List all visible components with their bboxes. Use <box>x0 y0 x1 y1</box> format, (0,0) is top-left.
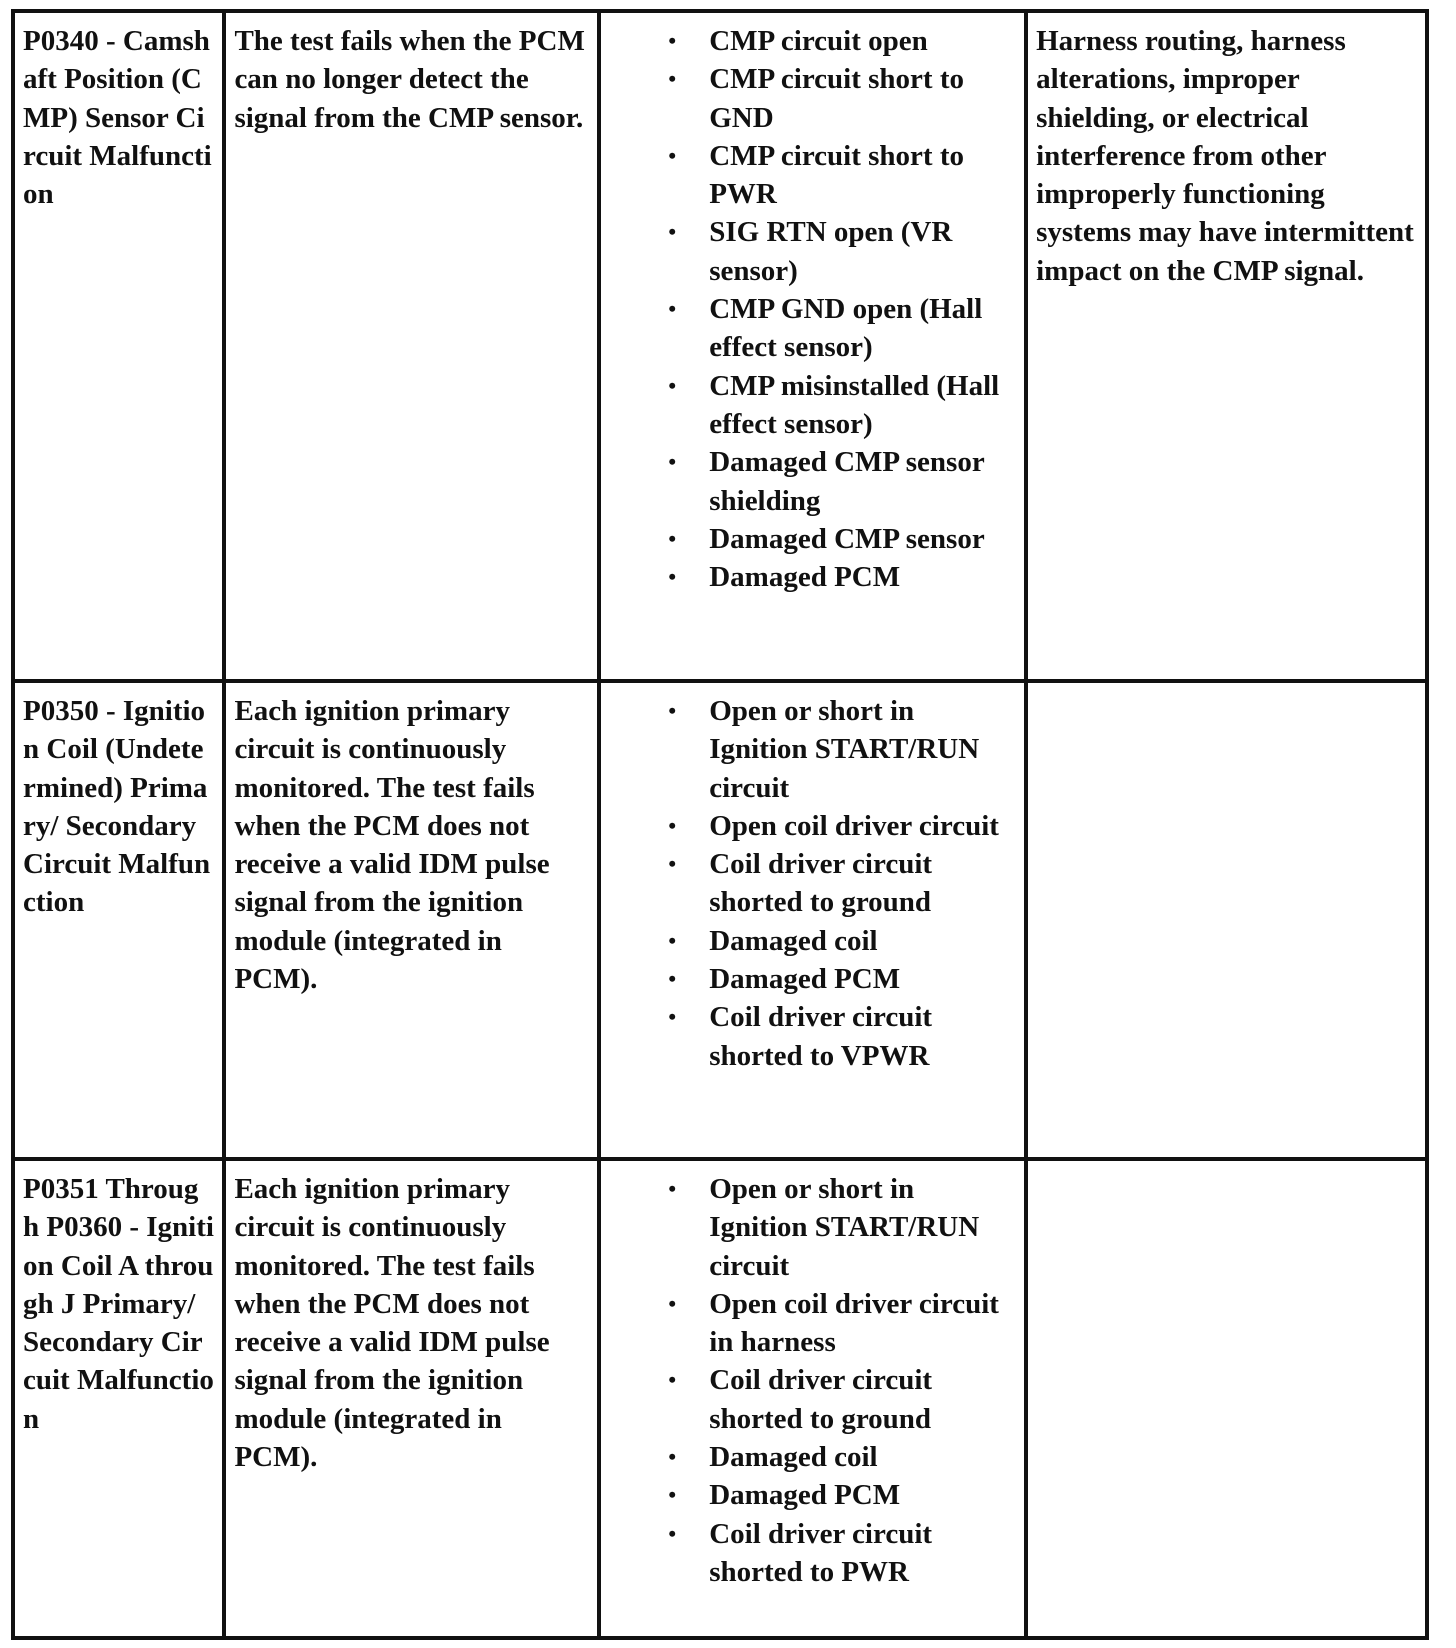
cause-text: Open coil driver circuit <box>709 809 999 842</box>
cause-item <box>662 1515 1016 1592</box>
cause-text: Damaged CMP sensor <box>709 522 985 555</box>
possible-causes-cell <box>599 681 1026 1159</box>
cause-item <box>662 60 1016 137</box>
cause-text: Damaged PCM <box>709 1479 901 1512</box>
bullet-icon: • <box>668 66 677 92</box>
possible-causes-cell <box>599 11 1026 681</box>
bullet-icon: • <box>668 1004 677 1030</box>
cause-item <box>662 1285 1016 1362</box>
causes-list <box>609 692 1016 1075</box>
cause-text: Damaged PCM <box>709 963 901 996</box>
cause-text: Open or short in Ignition START/RUN circuit <box>709 695 980 804</box>
dtc-code-cell: P0351 Through P0360 - Ignition Coil A through J Primary/ Secondary Circuit Malfunction <box>13 1159 224 1638</box>
bullet-icon: • <box>668 1176 677 1201</box>
notes-cell <box>1026 1159 1427 1638</box>
bullet-icon: • <box>668 219 677 245</box>
cause-item <box>662 520 1016 558</box>
cause-text: Damaged coil <box>709 1441 878 1474</box>
bullet-icon: • <box>668 372 677 398</box>
test-description-cell: Each ignition primary circuit is continuously monitored. The test fails when the PCM does not receive a valid IDM pulse signal from the ignition module (integrated in PCM). <box>224 681 599 1159</box>
cause-text: Damaged PCM <box>709 561 901 594</box>
bullet-icon: • <box>668 851 677 877</box>
cause-text: CMP circuit short to PWR <box>709 139 964 211</box>
cause-text: CMP GND open (Hall effect sensor) <box>709 293 983 364</box>
cause-item <box>662 692 1016 807</box>
cause-item <box>662 22 1016 60</box>
bullet-icon: • <box>668 1482 677 1508</box>
dtc-table <box>11 9 1429 1640</box>
bullet-icon: • <box>668 1290 677 1316</box>
test-description-cell: Each ignition primary circuit is continuously monitored. The test fails when the PCM does not receive a valid IDM pulse signal from the ignition module (integrated in PCM). <box>224 1159 599 1638</box>
bullet-icon: • <box>668 1367 677 1393</box>
cause-text: Open coil driver circuit in harness <box>709 1287 999 1359</box>
table-row <box>13 681 1427 1159</box>
bullet-icon: • <box>668 564 677 590</box>
cause-item <box>662 213 1016 290</box>
bullet-icon: • <box>668 927 677 953</box>
cause-text: Coil driver circuit shorted to ground <box>709 848 933 919</box>
cause-item <box>662 1361 1016 1438</box>
notes-cell: Harness routing, harness alterations, improper shielding, or electrical interference from other improperly functioning systems may have intermittent impact on the CMP signal. <box>1026 11 1427 681</box>
bullet-icon: • <box>668 1444 677 1470</box>
cause-item <box>662 1438 1016 1476</box>
bullet-icon: • <box>668 698 677 723</box>
test-description-cell: The test fails when the PCM can no longer detect the signal from the CMP sensor. <box>224 11 599 681</box>
cause-item <box>662 290 1016 367</box>
cause-item <box>662 922 1016 960</box>
bullet-icon: • <box>668 525 677 551</box>
bullet-icon: • <box>668 296 677 322</box>
cause-item <box>662 998 1016 1075</box>
causes-list <box>609 1170 1016 1591</box>
cause-item <box>662 137 1016 214</box>
cause-text: CMP misinstalled (Hall effect sensor) <box>709 369 1000 440</box>
cause-text: CMP circuit short to GND <box>709 63 964 134</box>
dtc-code-cell: P0350 - Ignition Coil (Undetermined) Primary/ Secondary Circuit Malfunction <box>13 681 224 1159</box>
bullet-icon: • <box>668 812 677 838</box>
bullet-icon: • <box>668 449 677 475</box>
cause-item <box>662 960 1016 998</box>
bullet-icon: • <box>668 1520 677 1546</box>
bullet-icon: • <box>668 28 677 53</box>
bullet-icon: • <box>668 966 677 992</box>
dtc-code-cell: P0340 - Camshaft Position (CMP) Sensor Circuit Malfunction <box>13 11 224 681</box>
cause-text: Damaged CMP sensor shielding <box>709 446 985 517</box>
cause-text: Coil driver circuit shorted to ground <box>709 1364 933 1435</box>
cause-text: Coil driver circuit shorted to PWR <box>709 1517 933 1588</box>
table-row <box>13 11 1427 681</box>
bullet-icon: • <box>668 142 677 168</box>
cause-item <box>662 807 1016 845</box>
cause-text: Coil driver circuit shorted to VPWR <box>709 1001 933 1072</box>
dtc-table-body <box>13 11 1427 1638</box>
cause-text: SIG RTN open (VR sensor) <box>709 216 953 287</box>
cause-item <box>662 443 1016 520</box>
cause-item <box>662 558 1016 596</box>
table-row <box>13 1159 1427 1638</box>
cause-text: Damaged coil <box>709 924 878 957</box>
cause-item <box>662 845 1016 922</box>
cause-item <box>662 1476 1016 1514</box>
cause-text: CMP circuit open <box>709 25 928 57</box>
notes-cell <box>1026 681 1427 1159</box>
cause-text: Open or short in Ignition START/RUN circuit <box>709 1173 980 1282</box>
cause-item <box>662 367 1016 444</box>
cause-item <box>662 1170 1016 1285</box>
possible-causes-cell <box>599 1159 1026 1638</box>
causes-list <box>609 22 1016 596</box>
